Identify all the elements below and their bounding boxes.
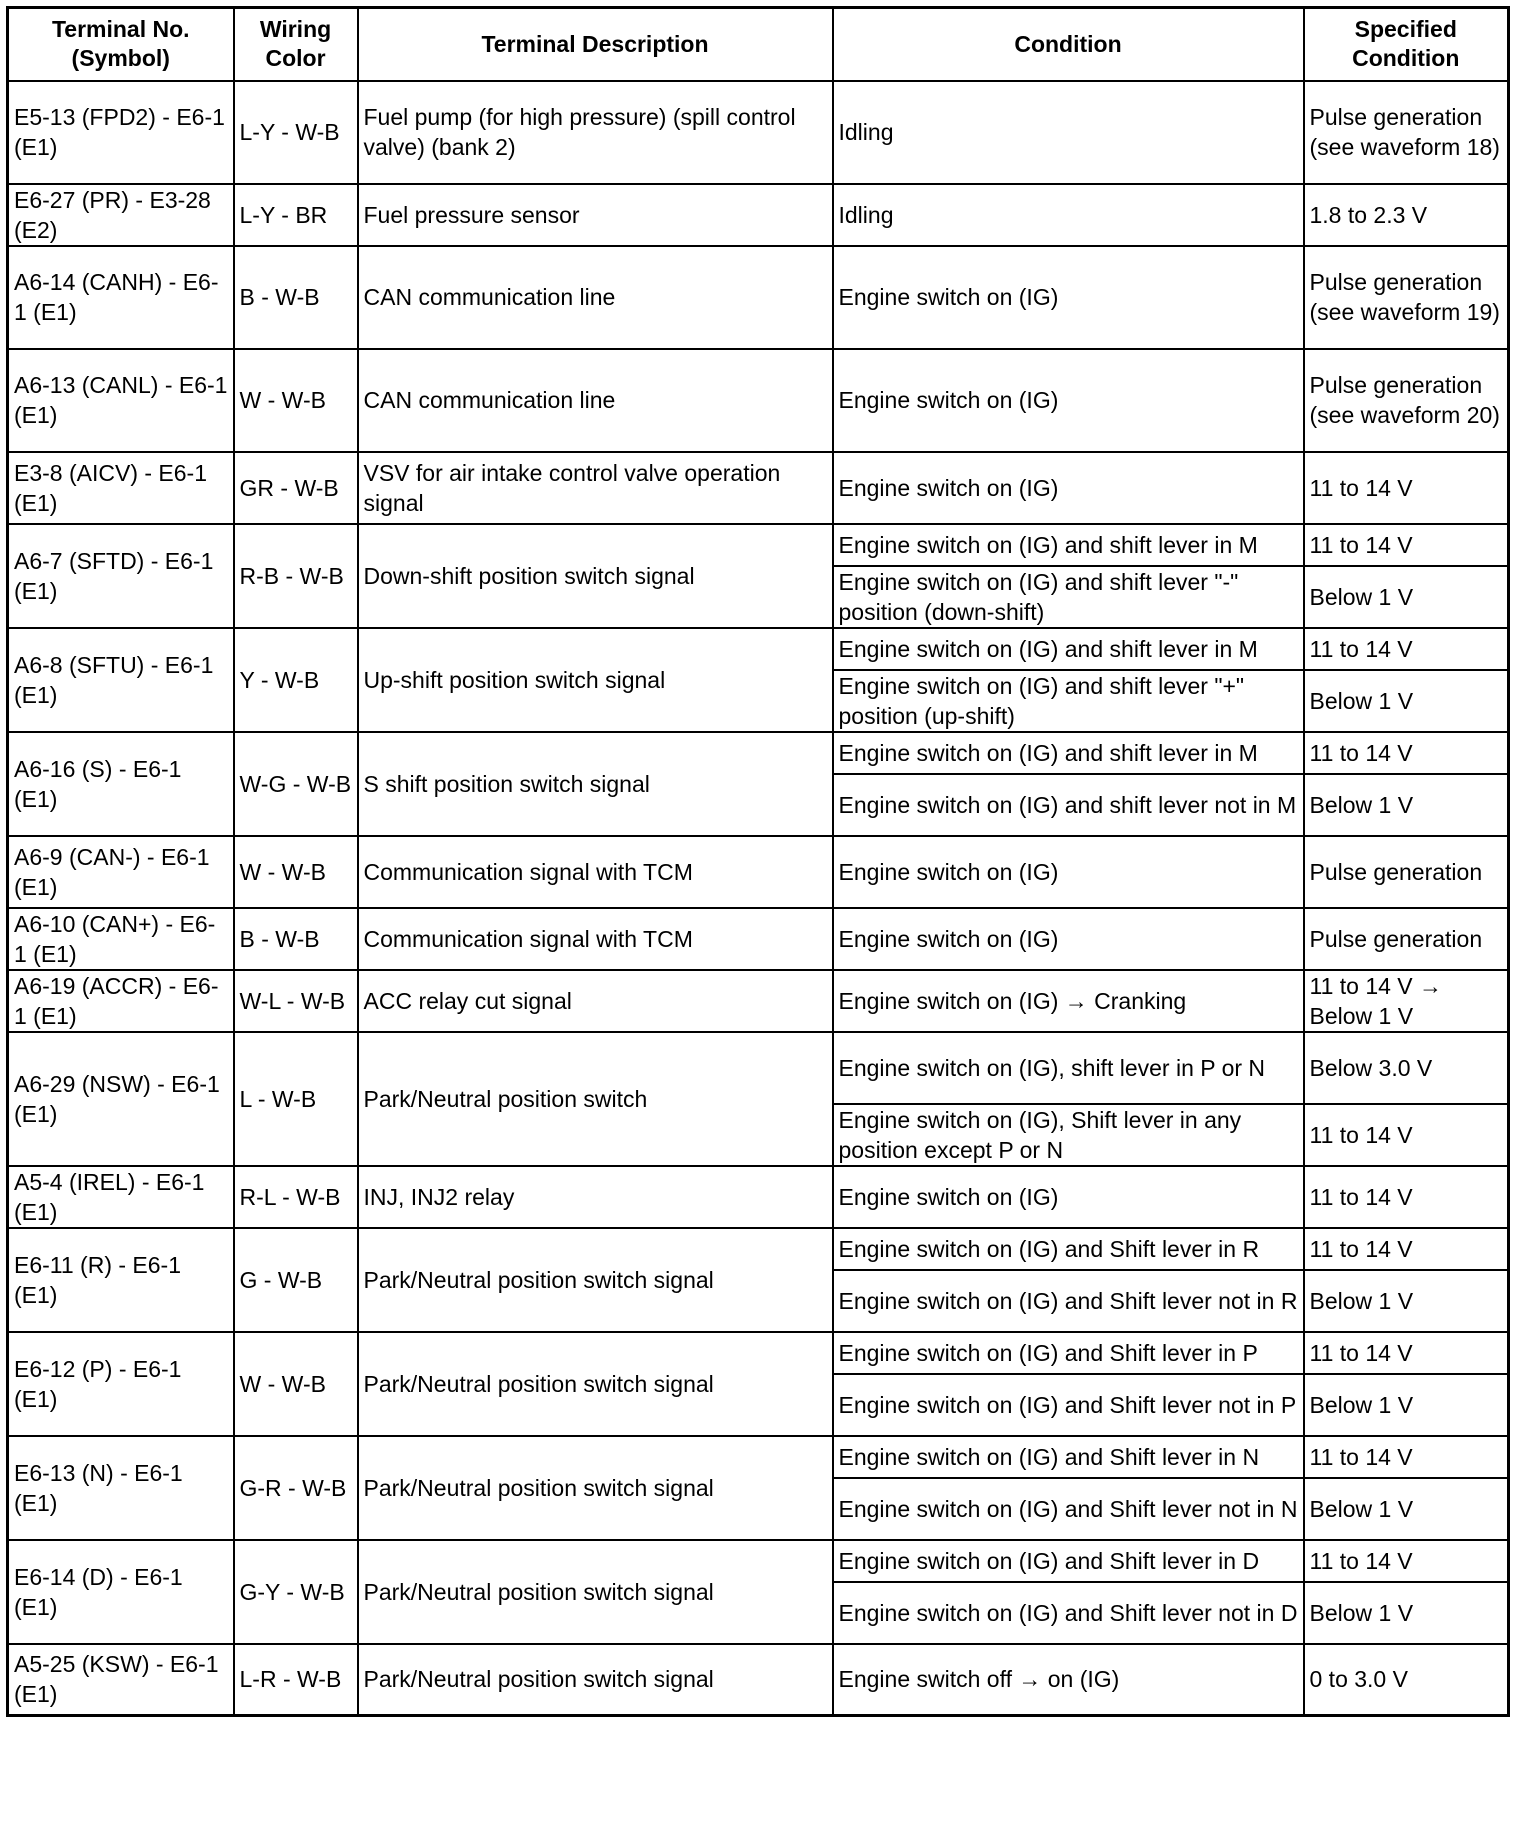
terminal-cell: E6-11 (R) - E6-1 (E1) <box>8 1228 234 1332</box>
specified-cell: Pulse generation <box>1304 836 1509 908</box>
description-cell: Up-shift position switch signal <box>358 628 833 732</box>
condition-cell: Engine switch on (IG) and shift lever "-" position (down-shift) <box>833 566 1304 628</box>
table-row <box>8 1436 1509 1478</box>
condition-cell: Engine switch on (IG) <box>833 452 1304 524</box>
header-terminal: Terminal No. (Symbol) <box>8 8 234 81</box>
terminal-cell: A6-9 (CAN-) - E6-1 (E1) <box>8 836 234 908</box>
condition-cell: Engine switch on (IG) <box>833 349 1304 452</box>
terminal-table <box>6 6 1510 1717</box>
wiring-cell: G-R - W-B <box>234 1436 358 1540</box>
condition-cell: Engine switch on (IG) and Shift lever not in R <box>833 1270 1304 1332</box>
table-row <box>8 1540 1509 1582</box>
terminal-cell: A5-25 (KSW) - E6-1 (E1) <box>8 1644 234 1716</box>
condition-cell: Idling <box>833 81 1304 184</box>
specified-cell: 1.8 to 2.3 V <box>1304 184 1509 246</box>
wiring-cell: W-G - W-B <box>234 732 358 836</box>
specified-cell: 11 to 14 V <box>1304 1436 1509 1478</box>
terminal-cell: E6-13 (N) - E6-1 (E1) <box>8 1436 234 1540</box>
table-row <box>8 452 1509 524</box>
specified-cell: 11 to 14 V → Below 1 V <box>1304 970 1509 1032</box>
table-row <box>8 184 1509 246</box>
description-cell: ACC relay cut signal <box>358 970 833 1032</box>
condition-cell: Engine switch on (IG) → Cranking <box>833 970 1304 1032</box>
wiring-cell: L-Y - W-B <box>234 81 358 184</box>
specified-cell: 11 to 14 V <box>1304 452 1509 524</box>
table-row <box>8 524 1509 566</box>
condition-cell: Engine switch on (IG) and Shift lever in R <box>833 1228 1304 1270</box>
condition-cell: Engine switch on (IG) and Shift lever in P <box>833 1332 1304 1374</box>
description-cell: INJ, INJ2 relay <box>358 1166 833 1228</box>
wiring-cell: W-L - W-B <box>234 970 358 1032</box>
wiring-cell: B - W-B <box>234 908 358 970</box>
wiring-cell: GR - W-B <box>234 452 358 524</box>
wiring-cell: G-Y - W-B <box>234 1540 358 1644</box>
wiring-cell: L-Y - BR <box>234 184 358 246</box>
condition-cell: Engine switch on (IG) and Shift lever in N <box>833 1436 1304 1478</box>
table-row <box>8 628 1509 670</box>
wiring-cell: R-L - W-B <box>234 1166 358 1228</box>
terminal-cell: A6-10 (CAN+) - E6-1 (E1) <box>8 908 234 970</box>
table-row <box>8 970 1509 1032</box>
condition-cell: Engine switch on (IG), Shift lever in any position except P or N <box>833 1104 1304 1166</box>
specified-cell: Below 1 V <box>1304 1582 1509 1644</box>
specified-cell: Below 1 V <box>1304 670 1509 732</box>
header-row <box>8 8 1509 81</box>
condition-cell: Engine switch on (IG) <box>833 836 1304 908</box>
table-row <box>8 246 1509 349</box>
terminal-cell: A6-8 (SFTU) - E6-1 (E1) <box>8 628 234 732</box>
condition-cell: Engine switch on (IG) <box>833 246 1304 349</box>
table-body <box>8 81 1509 1716</box>
specified-cell: Below 1 V <box>1304 774 1509 836</box>
condition-cell: Engine switch on (IG) and Shift lever not in N <box>833 1478 1304 1540</box>
description-cell: S shift position switch signal <box>358 732 833 836</box>
terminal-cell: E6-14 (D) - E6-1 (E1) <box>8 1540 234 1644</box>
header-specified: Specified Condition <box>1304 8 1509 81</box>
condition-cell: Idling <box>833 184 1304 246</box>
condition-cell: Engine switch on (IG) and shift lever not in M <box>833 774 1304 836</box>
condition-cell: Engine switch on (IG) and Shift lever not in D <box>833 1582 1304 1644</box>
specified-cell: 11 to 14 V <box>1304 524 1509 566</box>
condition-cell: Engine switch on (IG) <box>833 1166 1304 1228</box>
specified-cell: Below 1 V <box>1304 1374 1509 1436</box>
specified-cell: Below 1 V <box>1304 1270 1509 1332</box>
wiring-cell: L-R - W-B <box>234 1644 358 1716</box>
specified-cell: Below 3.0 V <box>1304 1032 1509 1104</box>
table-row <box>8 836 1509 908</box>
specified-cell: Pulse generation (see waveform 19) <box>1304 246 1509 349</box>
condition-cell: Engine switch on (IG) and Shift lever not in P <box>833 1374 1304 1436</box>
terminal-cell: E6-12 (P) - E6-1 (E1) <box>8 1332 234 1436</box>
specified-cell: Pulse generation <box>1304 908 1509 970</box>
description-cell: Park/Neutral position switch <box>358 1032 833 1166</box>
terminal-cell: A6-14 (CANH) - E6-1 (E1) <box>8 246 234 349</box>
table-row <box>8 1644 1509 1716</box>
table-row <box>8 349 1509 452</box>
condition-cell: Engine switch on (IG) and shift lever in M <box>833 628 1304 670</box>
condition-cell: Engine switch on (IG) and Shift lever in D <box>833 1540 1304 1582</box>
condition-cell: Engine switch on (IG) and shift lever "+" position (up-shift) <box>833 670 1304 732</box>
wiring-cell: G - W-B <box>234 1228 358 1332</box>
description-cell: Park/Neutral position switch signal <box>358 1644 833 1716</box>
description-cell: Park/Neutral position switch signal <box>358 1332 833 1436</box>
condition-cell: Engine switch on (IG), shift lever in P or N <box>833 1032 1304 1104</box>
table-row <box>8 1032 1509 1104</box>
wiring-cell: W - W-B <box>234 836 358 908</box>
terminal-cell: A6-16 (S) - E6-1 (E1) <box>8 732 234 836</box>
condition-cell: Engine switch off → on (IG) <box>833 1644 1304 1716</box>
description-cell: CAN communication line <box>358 246 833 349</box>
description-cell: Communication signal with TCM <box>358 836 833 908</box>
table-row <box>8 81 1509 184</box>
table-row <box>8 908 1509 970</box>
terminal-cell: E3-8 (AICV) - E6-1 (E1) <box>8 452 234 524</box>
table-row <box>8 1332 1509 1374</box>
terminal-cell: A6-7 (SFTD) - E6-1 (E1) <box>8 524 234 628</box>
specified-cell: Pulse generation (see waveform 20) <box>1304 349 1509 452</box>
specified-cell: 11 to 14 V <box>1304 1104 1509 1166</box>
specified-cell: 11 to 14 V <box>1304 628 1509 670</box>
terminal-cell: E6-27 (PR) - E3-28 (E2) <box>8 184 234 246</box>
table-row <box>8 1228 1509 1270</box>
terminal-spec-sheet <box>6 6 1507 1840</box>
description-cell: Park/Neutral position switch signal <box>358 1436 833 1540</box>
wiring-cell: B - W-B <box>234 246 358 349</box>
condition-cell: Engine switch on (IG) <box>833 908 1304 970</box>
specified-cell: Below 1 V <box>1304 566 1509 628</box>
terminal-cell: A6-13 (CANL) - E6-1 (E1) <box>8 349 234 452</box>
description-cell: Park/Neutral position switch signal <box>358 1228 833 1332</box>
condition-cell: Engine switch on (IG) and shift lever in M <box>833 732 1304 774</box>
terminal-cell: A5-4 (IREL) - E6-1 (E1) <box>8 1166 234 1228</box>
specified-cell: Below 1 V <box>1304 1478 1509 1540</box>
header-description: Terminal Description <box>358 8 833 81</box>
specified-cell: 11 to 14 V <box>1304 1166 1509 1228</box>
specified-cell: 0 to 3.0 V <box>1304 1644 1509 1716</box>
wiring-cell: L - W-B <box>234 1032 358 1166</box>
description-cell: Park/Neutral position switch signal <box>358 1540 833 1644</box>
condition-cell: Engine switch on (IG) and shift lever in M <box>833 524 1304 566</box>
description-cell: Fuel pump (for high pressure) (spill control valve) (bank 2) <box>358 81 833 184</box>
description-cell: Down-shift position switch signal <box>358 524 833 628</box>
header-wiring: Wiring Color <box>234 8 358 81</box>
specified-cell: 11 to 14 V <box>1304 1228 1509 1270</box>
wiring-cell: W - W-B <box>234 349 358 452</box>
table-row <box>8 1166 1509 1228</box>
terminal-cell: A6-29 (NSW) - E6-1 (E1) <box>8 1032 234 1166</box>
specified-cell: Pulse generation (see waveform 18) <box>1304 81 1509 184</box>
header-condition: Condition <box>833 8 1304 81</box>
table-row <box>8 732 1509 774</box>
description-cell: Fuel pressure sensor <box>358 184 833 246</box>
wiring-cell: R-B - W-B <box>234 524 358 628</box>
description-cell: VSV for air intake control valve operation signal <box>358 452 833 524</box>
description-cell: CAN communication line <box>358 349 833 452</box>
description-cell: Communication signal with TCM <box>358 908 833 970</box>
wiring-cell: W - W-B <box>234 1332 358 1436</box>
specified-cell: 11 to 14 V <box>1304 1332 1509 1374</box>
terminal-cell: E5-13 (FPD2) - E6-1 (E1) <box>8 81 234 184</box>
specified-cell: 11 to 14 V <box>1304 1540 1509 1582</box>
wiring-cell: Y - W-B <box>234 628 358 732</box>
terminal-cell: A6-19 (ACCR) - E6-1 (E1) <box>8 970 234 1032</box>
specified-cell: 11 to 14 V <box>1304 732 1509 774</box>
